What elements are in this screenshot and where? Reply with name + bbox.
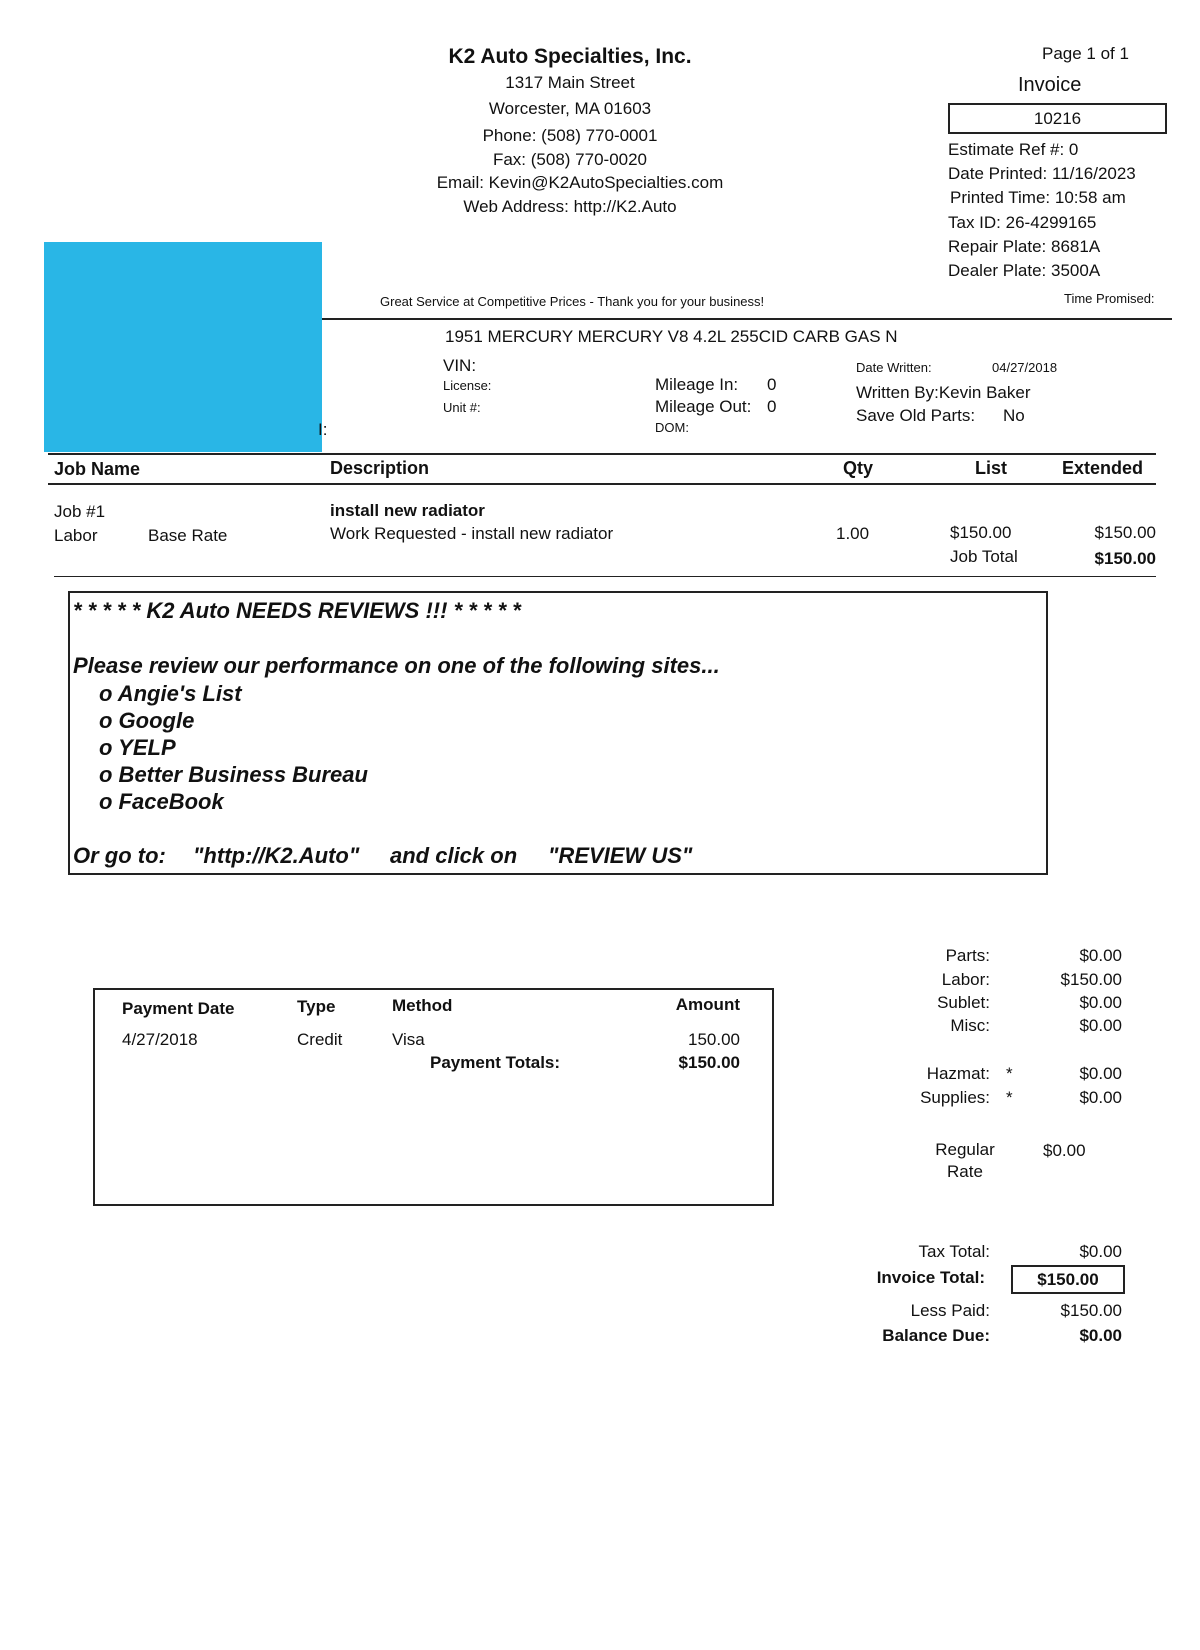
job-total-label: Job Total	[950, 547, 1018, 566]
regular-rate-label: Regular	[935, 1140, 995, 1159]
hazmat-star: *	[1006, 1064, 1013, 1083]
company-name: K2 Auto Specialties, Inc.	[448, 45, 692, 68]
license-label: License:	[443, 378, 492, 393]
pay-col-amount: Amount	[675, 995, 740, 1014]
estimate-ref: Estimate Ref #: 0	[948, 140, 1079, 159]
line-description: Work Requested - install new radiator	[330, 524, 614, 543]
pay-col-method: Method	[392, 996, 453, 1015]
job-label: Job #1	[54, 502, 106, 521]
line-type: Labor	[54, 526, 98, 545]
dealer-plate: Dealer Plate: 3500A	[948, 261, 1101, 280]
repair-plate: Repair Plate: 8681A	[948, 237, 1101, 256]
less-paid-label: Less Paid:	[910, 1301, 990, 1320]
company-web: Web Address: http://K2.Auto	[463, 197, 677, 216]
invoice-total-label: Invoice Total:	[876, 1268, 985, 1287]
company-street: 1317 Main Street	[505, 73, 635, 92]
reviews-prompt: Please review our performance on one of the following sites...	[73, 653, 720, 678]
table-top-rule	[48, 453, 1156, 455]
mileage-out: 0	[767, 397, 777, 416]
mileage-in: 0	[767, 375, 777, 394]
tax-total-value: $0.00	[1079, 1242, 1122, 1261]
pay-method: Visa	[392, 1030, 425, 1049]
hazmat-value: $0.00	[1079, 1064, 1122, 1083]
col-extended: Extended	[1062, 458, 1144, 478]
invoice-total-value: $150.00	[1011, 1265, 1125, 1294]
regular-rate-label-2: Rate	[947, 1162, 983, 1181]
written-by: Written By:Kevin Baker	[856, 383, 1031, 402]
dom-label: DOM:	[655, 420, 689, 435]
sublet-value: $0.00	[1079, 993, 1122, 1012]
page-indicator: Page 1 of 1	[1042, 44, 1129, 63]
pay-date: 4/27/2018	[122, 1030, 198, 1049]
parts-value: $0.00	[1079, 946, 1122, 965]
vin-label: VIN:	[443, 356, 477, 375]
misc-value: $0.00	[1079, 1016, 1122, 1035]
printed-time: Printed Time: 10:58 am	[950, 188, 1126, 207]
line-rate: Base Rate	[148, 526, 228, 545]
unit-label: Unit #:	[443, 400, 481, 415]
tax-id: Tax ID: 26-4299165	[948, 213, 1097, 232]
table-header-rule	[48, 483, 1156, 485]
misc-label: Misc:	[950, 1016, 990, 1035]
hazmat-label: Hazmat:	[926, 1064, 990, 1083]
mileage-out-label: Mileage Out:	[655, 397, 752, 416]
pay-type: Credit	[297, 1030, 343, 1049]
pay-totals-label: Payment Totals:	[430, 1053, 561, 1072]
review-site: o Better Business Bureau	[99, 762, 368, 787]
save-old-parts-label: Save Old Parts:	[856, 406, 976, 425]
pay-col-type: Type	[297, 997, 336, 1016]
balance-due-label: Balance Due:	[882, 1326, 990, 1345]
tagline: Great Service at Competitive Prices - Thank you for your business!	[380, 294, 765, 309]
review-site: o FaceBook	[99, 789, 224, 814]
invoice-number: 10216	[948, 103, 1167, 134]
vehicle-description: 1951 MERCURY MERCURY V8 4.2L 255CID CARB GAS N	[445, 327, 898, 346]
line-extended: $150.00	[1094, 523, 1156, 542]
col-job-name: Job Name	[54, 459, 141, 479]
date-printed: Date Printed: 11/16/2023	[948, 164, 1136, 183]
pay-totals: $150.00	[678, 1053, 740, 1072]
col-description: Description	[330, 458, 430, 478]
redacted-customer-info	[44, 242, 322, 452]
supplies-star: *	[1006, 1088, 1013, 1107]
time-promised: Time Promised:	[1064, 291, 1155, 306]
save-old-parts: No	[1003, 406, 1025, 425]
company-phone: Phone: (508) 770-0001	[482, 126, 658, 145]
table-bottom-rule	[54, 576, 1156, 577]
col-list: List	[975, 458, 1008, 478]
line-list: $150.00	[950, 523, 1012, 542]
mileage-in-label: Mileage In:	[655, 375, 739, 394]
regular-rate-value: $0.00	[1043, 1141, 1086, 1160]
tax-total-label: Tax Total:	[918, 1242, 990, 1261]
reviews-box	[68, 591, 1048, 875]
parts-label: Parts:	[945, 946, 990, 965]
balance-due-value: $0.00	[1079, 1326, 1122, 1345]
pay-col-date: Payment Date	[122, 999, 235, 1018]
labor-value: $150.00	[1060, 970, 1122, 989]
review-site: o YELP	[99, 735, 176, 760]
supplies-value: $0.00	[1079, 1088, 1122, 1107]
sublet-label: Sublet:	[937, 993, 990, 1012]
line-qty: 1.00	[836, 524, 870, 543]
date-written-label: Date Written:	[856, 360, 932, 375]
less-paid-value: $150.00	[1060, 1301, 1122, 1320]
company-email: Email: Kevin@K2AutoSpecialties.com	[436, 173, 724, 192]
review-site: o Angie's List	[99, 681, 242, 706]
goto-prefix: Or go to:	[73, 843, 166, 868]
goto-mid: and click on	[390, 843, 518, 868]
customer-colon: I:	[318, 420, 328, 439]
supplies-label: Supplies:	[920, 1088, 990, 1107]
pay-amount: 150.00	[688, 1030, 740, 1049]
goto-action: "REVIEW US"	[548, 843, 693, 868]
reviews-heading: * * * * * K2 Auto NEEDS REVIEWS !!! * * * * *	[73, 598, 521, 623]
review-site: o Google	[99, 708, 195, 733]
goto-url: "http://K2.Auto"	[193, 843, 360, 868]
date-written: 04/27/2018	[992, 360, 1058, 375]
job-total: $150.00	[1094, 549, 1156, 568]
invoice-label: Invoice	[1018, 74, 1082, 96]
company-city: Worcester, MA 01603	[488, 99, 652, 118]
payments-box	[93, 988, 774, 1206]
labor-label: Labor:	[941, 970, 990, 989]
company-fax: Fax: (508) 770-0020	[492, 150, 648, 169]
job-title: install new radiator	[330, 501, 485, 520]
col-qty: Qty	[843, 458, 874, 478]
header-divider	[322, 318, 1172, 320]
